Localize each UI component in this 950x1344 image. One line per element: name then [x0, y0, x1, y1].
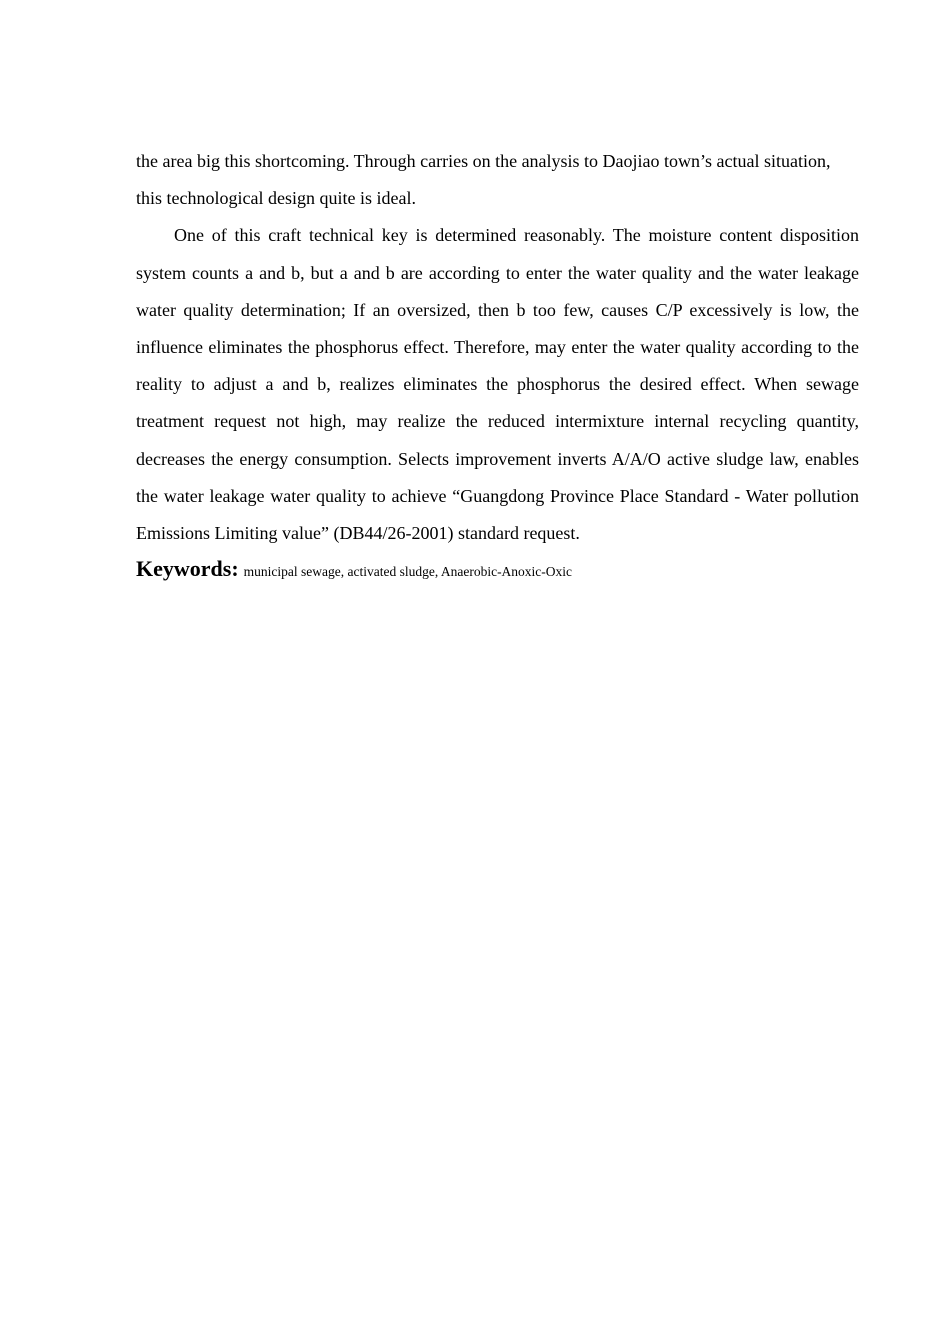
- continued-paragraph: the area big this shortcoming. Through carries on the analysis to Daojiao town’s actual situation, this technological design quite is ideal.: [136, 151, 831, 209]
- keywords-line: [136, 556, 859, 585]
- main-paragraph: One of this craft technical key is determined reasonably. The moisture content disposition system counts a and b, but a and b are according to enter the water quality and the water leakage water quality determination; If an oversized, then b too few, causes C/P excessively is low, the influence eliminates the phosphorus effect. Therefore, may enter the water quality according to the reality to adjust a and b, realizes eliminates the phosphorus the desired effect. When sewage treatment request not high, may realize the reduced intermixture internal recycling quantity, decreases the energy consumption. Selects improvement inverts A/A/O active sludge law, enables the water leakage water quality to achieve “Guangdong Province Place Standard - Water pollution Emissions Limiting value” (DB44/26-2001) standard request.: [136, 225, 859, 544]
- page-content: [136, 143, 859, 585]
- keywords-text: municipal sewage, activated sludge, Anaerobic-Anoxic-Oxic: [243, 564, 573, 580]
- keywords-label: Keywords:: [136, 556, 239, 582]
